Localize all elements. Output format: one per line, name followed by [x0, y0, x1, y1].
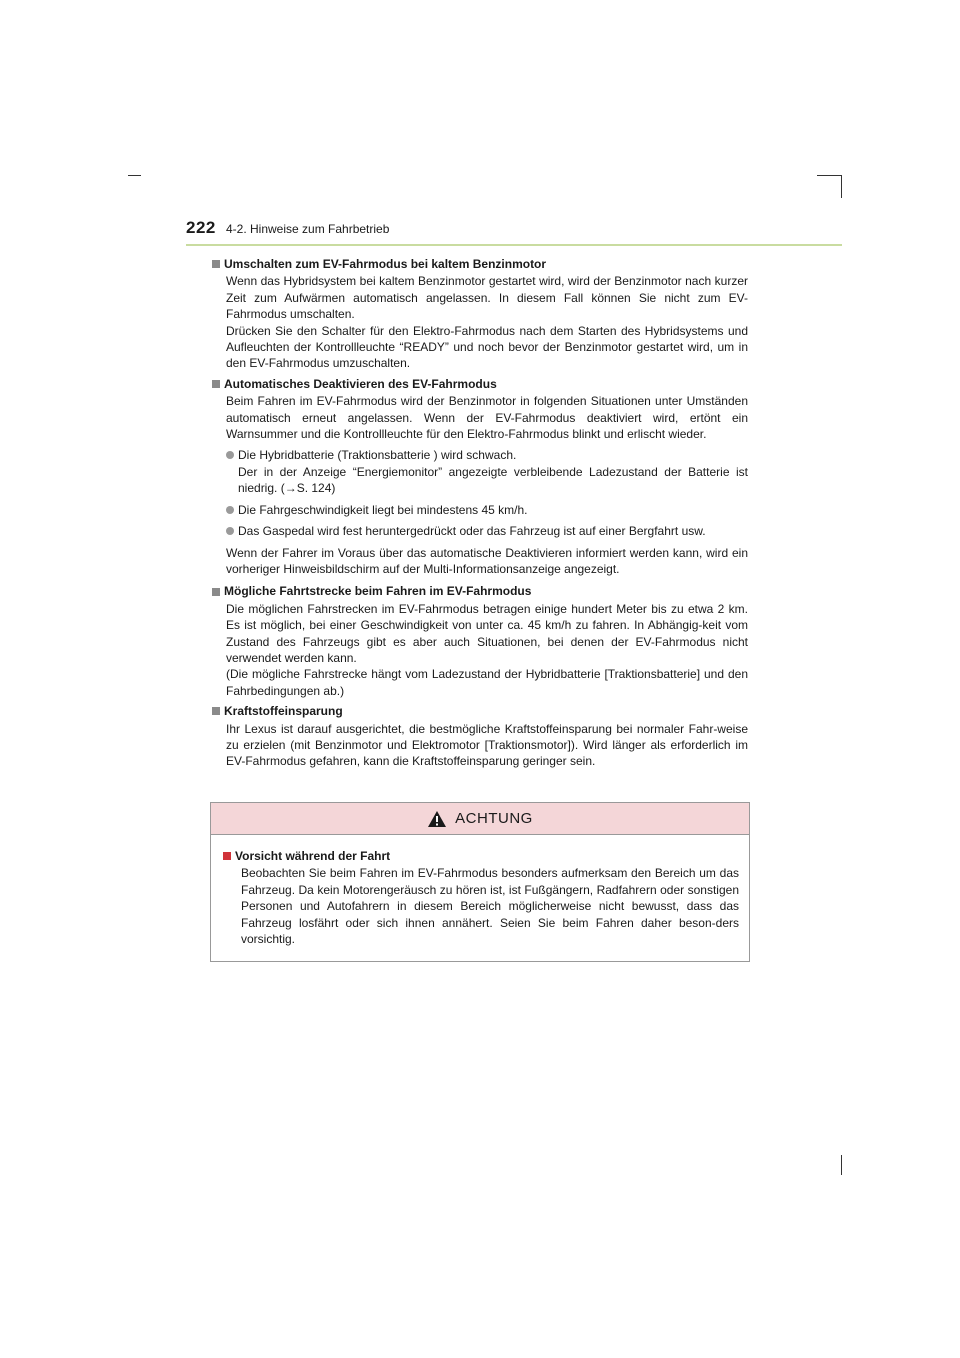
warning-header [211, 803, 749, 835]
section-heading [212, 703, 748, 719]
warning-triangle-icon [427, 810, 447, 828]
dot-bullet-icon [226, 527, 234, 535]
section-heading-text: Mögliche Fahrtstrecke beim Fahren im EV-Fahrmodus [224, 584, 532, 599]
chapter-title: 4-2. Hinweise zum Fahrbetrieb [226, 222, 390, 236]
crop-mark-bottom-right [841, 1155, 842, 1175]
section-heading [212, 376, 748, 392]
square-bullet-icon [212, 588, 220, 596]
section-heading-text: Kraftstoffeinsparung [224, 704, 343, 719]
section-heading [212, 256, 748, 272]
section-body-2: Drücken Sie den Schalter für den Elektro-Fahrmodus nach dem Starten des Hybridsystems und Aufleuchten der Kontrollleuchte “READY” und noch bevor der Benzinmotor gestartet wird, um in den EV-Fahrmodus umzuschalten. [226, 323, 748, 371]
bullet-line: Die Hybridbatterie (Traktionsbatterie ) wird schwach. [238, 448, 517, 463]
warning-heading [223, 848, 739, 864]
page-header [186, 218, 842, 246]
main-content [212, 256, 748, 774]
section-ev-range [212, 583, 748, 699]
section-body-2: (Die mögliche Fahrstrecke hängt vom Ladezustand der Hybridbatterie [Traktionsbatterie] und den Fahrbedingungen ab.) [226, 667, 748, 698]
warning-body [211, 835, 749, 947]
section-heading-text: Umschalten zum EV-Fahrmodus bei kaltem Benzinmotor [224, 257, 547, 271]
bullet-body [238, 447, 748, 496]
section-body: Die möglichen Fahrstrecken im EV-Fahrmodus betragen einige hundert Meter bis zu etwa 2 km. Es ist möglich, bei einer Geschwindigkeit von unter ca. 45 km/h zu fahren. In Abhängig-keit vom Zustand des Fahrzeugs gibt es aber auch Situationen, bei denen der EV-Fahrmodus nicht verwendet werden kann. [226, 601, 748, 665]
crop-mark-top-right-h [817, 175, 842, 176]
bullet-body [238, 523, 748, 539]
bullet-item [226, 523, 748, 539]
bullet-body [238, 502, 748, 518]
dot-bullet-icon [226, 451, 234, 459]
section-body: Ihr Lexus ist darauf ausgerichtet, die bestmögliche Kraftstoffeinsparung bei normaler Fahr-weise zu erzielen (mit Benzinmotor und Elektromotor [Traktionsmotor]). Wird länger als erforderlich im EV-Fahrmodus gefahren, kann die Kraftstoffeinsparung geringer sein. [226, 721, 748, 769]
section-body: Beim Fahren im EV-Fahrmodus wird der Benzinmotor in folgenden Situationen unter Umständen automatisch erneut angelassen. Wenn der EV-Fahrmodus deaktiviert wird, ertönt ein Warnsummer und die Kontrollleuchte für den Elektro-Fahrmodus blinkt und erlischt wieder. [226, 394, 748, 442]
crop-mark-top-right-v [841, 175, 842, 198]
section-heading-text: Automatisches Deaktivieren des EV-Fahrmodus [224, 376, 497, 391]
section-body: Wenn das Hybridsystem bei kaltem Benzinmotor gestartet wird, wird der Benzinmotor nach kurzer Zeit zum Aufwärmen automatisch angelassen. In diesem Fall können Sie nicht zum EV-Fahrmodus umschalten. [226, 274, 748, 322]
section-ev-cold-engine [212, 256, 748, 372]
warning-title: ACHTUNG [455, 810, 533, 827]
page-number: 222 [186, 218, 216, 237]
dot-bullet-icon [226, 506, 234, 514]
square-bullet-icon [212, 260, 220, 268]
warning-box [210, 802, 750, 962]
section-fuel-economy [212, 703, 748, 770]
warning-heading-text: Vorsicht während der Fahrt [235, 849, 391, 863]
section-footnote: Wenn der Fahrer im Voraus über das automatische Deaktivieren informiert werden kann, wird ein vorheriger Hinweisbildschirm auf der Multi-Informationsanzeige angezeigt. [226, 545, 748, 576]
crop-mark-top-left [128, 175, 141, 176]
bullet-line: Das Gaspedal wird fest heruntergedrückt oder das Fahrzeug ist auf einer Bergfahrt usw. [238, 524, 706, 539]
square-bullet-icon [212, 380, 220, 388]
section-auto-deactivate [212, 376, 748, 577]
section-heading [212, 583, 748, 599]
bullet-item [226, 502, 748, 518]
warning-text: Beobachten Sie beim Fahren im EV-Fahrmodus besonders aufmerksam den Bereich um das Fahrzeug. Da kein Motorengeräusch zu hören ist, ist Fußgängern, Radfahrern oder sonstigen Personen und Autofahrern in diesem Bereich möglicherweise nicht bewusst, dass das Fahrzeug losfährt oder sich ihnen annähert. Seien Sie beim Fahren daher beson-ders vorsichtig. [241, 866, 739, 947]
bullet-line: Die Fahrgeschwindigkeit liegt bei mindestens 45 km/h. [238, 502, 528, 517]
bullet-item [226, 447, 748, 496]
bullet-line: Der in der Anzeige “Energiemonitor” angezeigte verbleibende Ladezustand der Batterie ist niedrig. (→S. 124) [238, 464, 748, 496]
square-bullet-icon [212, 707, 220, 715]
red-square-bullet-icon [223, 852, 231, 860]
